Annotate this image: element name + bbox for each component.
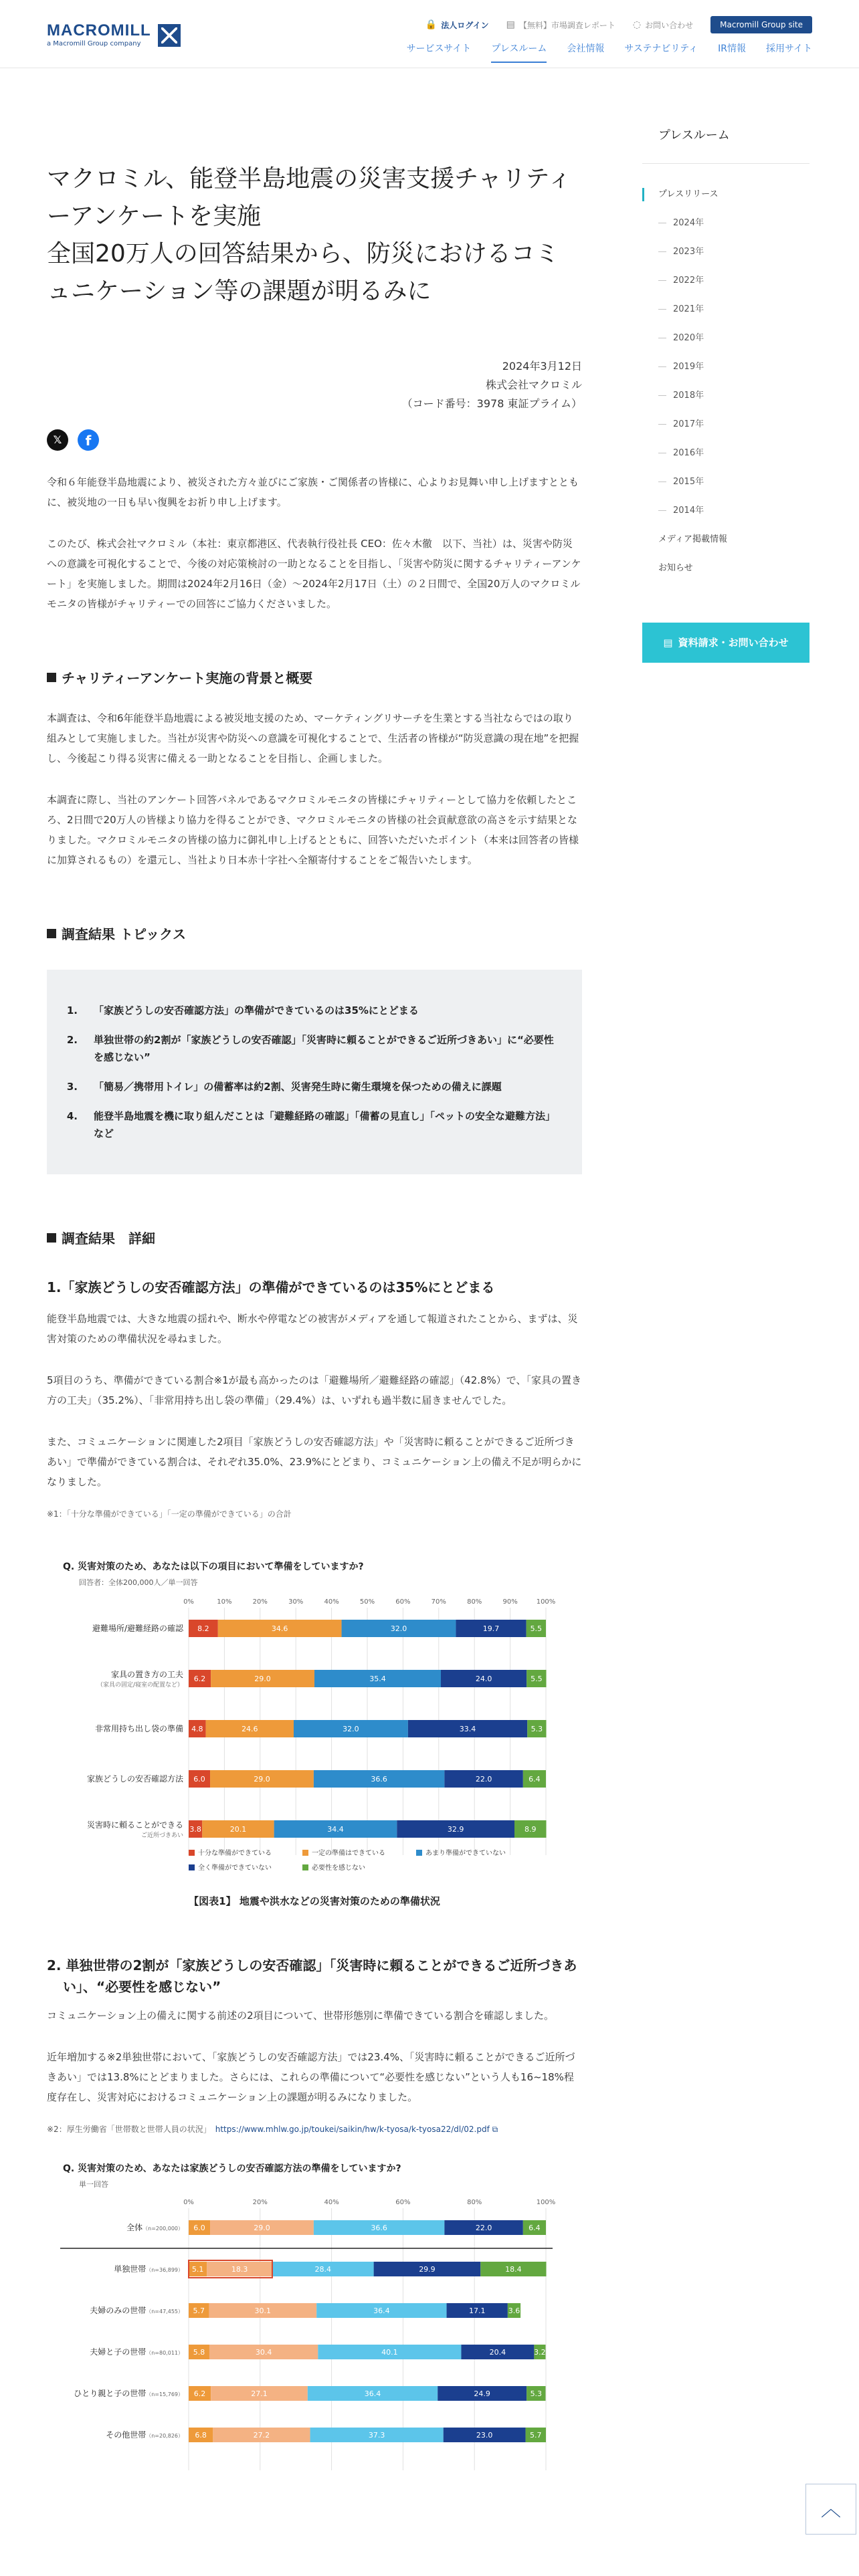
data-label: 3.8 [189, 1825, 201, 1834]
legend-swatch [416, 1850, 422, 1856]
data-label: 40.1 [381, 2348, 398, 2357]
contact-label: お問い合わせ [645, 20, 694, 30]
data-label: 27.1 [251, 2389, 268, 2398]
report-label: 【無料】市場調査レポート [518, 20, 615, 30]
detail-1-paragraph-2: 5項目のうち、準備ができている割合※1が最も高かったのは「避難場所／避難経路の確認」（42.8%）で、「家具の置き方の工夫」（35.2%）、「非常用持ち出し袋の準備」（29.4%）は、いずれも過半数に届きませんでした。 [47, 1374, 582, 1406]
nav-company[interactable]: 会社情報 [567, 43, 605, 54]
share-buttons [47, 429, 582, 451]
data-label: 36.4 [364, 2389, 381, 2398]
section-heading-background [47, 667, 582, 687]
data-label: 6.2 [193, 2389, 206, 2398]
x-share-icon[interactable]: 𝕏 [47, 429, 68, 451]
data-label: 6.4 [529, 2224, 541, 2232]
logo-text: MACROMILL [47, 21, 151, 39]
legend-swatch [302, 1850, 308, 1856]
category-label: 非常用持ち出し袋の準備 [94, 1724, 183, 1733]
topic-item [64, 1078, 555, 1095]
data-label: 6.2 [193, 1675, 206, 1683]
facebook-share-icon[interactable]: f [78, 429, 99, 451]
data-label: 19.7 [482, 1624, 500, 1633]
data-label: 5.3 [531, 1725, 543, 1733]
legend-label: 必要性を感じない [312, 1864, 365, 1872]
global-site-button[interactable]: Macromill Group site [710, 16, 812, 33]
topic-text: 「家族どうしの安否確認方法」の準備ができているのは35%にとどまる [94, 1004, 419, 1016]
contact-link[interactable] [633, 19, 693, 31]
intro-paragraph: 令和６年能登半島地震により、被災された方々並びにご家族・ご関係者の皆様に、心よりお見舞い申し上げますとともに、被災地の一日も早い復興をお祈り申し上げます。 [47, 476, 579, 508]
legend-swatch [302, 1864, 308, 1870]
category-note: （n=15,769） [146, 2391, 183, 2397]
topic-text: 能登半島地震を機に取り組んだことは「避難経路の確認」「備蓄の見直し」「ペットの安全な避難方法」など [94, 1110, 556, 1140]
detail-2-paragraph-2: 近年増加する※2単独世帯において、「家族どうしの安否確認方法」では23.4%、「災害時に頼ることができるご近所づきあい」では13.8%にとどまりました。さらには、これらの準備について“必要性を感じない”という人も16~18%程度存在し、災害対応におけるコミュニケーション上の課題が明るみになりました。 [47, 2051, 575, 2103]
logo[interactable] [47, 23, 181, 47]
topic-text: 「簡易／携帯用トイレ」の備蓄率は約2割、災害発生時に衛生環境を保つための備えに課題 [94, 1081, 502, 1093]
title-line: 2. 単独世帯の2割が「家族どうしの安否確認」「災害時に頼ることができるご近所づきあ [47, 1957, 577, 1973]
data-label: 5.5 [530, 1624, 543, 1633]
detail-1-title: 1.「家族どうしの安否確認方法」の準備ができているのは35%にとどまる [47, 1279, 495, 1295]
data-label: 18.4 [505, 2265, 522, 2274]
data-label: 24.9 [474, 2389, 490, 2398]
detail-2-paragraph: コミュニケーション上の備えに関する前述の2項目について、世帯形態別に準備できている割合を確認しました。 [47, 2010, 555, 2022]
axis-tick-label: 40% [324, 1598, 339, 1606]
data-label: 6.4 [529, 1775, 541, 1784]
sidebar-year-2019[interactable]: 2019年 [642, 352, 809, 381]
sidebar [642, 99, 809, 663]
section-heading-details [47, 1228, 582, 1247]
chart-1 [47, 1560, 582, 1885]
title-line: ーアンケートを実施 [47, 203, 262, 230]
axis-tick-label: 50% [359, 1598, 375, 1606]
sidebar-year-2016[interactable]: 2016年 [642, 439, 809, 467]
sidebar-year-2022[interactable]: 2022年 [642, 266, 809, 295]
data-label: 34.6 [271, 1624, 288, 1633]
legend-label: 一定の準備はできている [312, 1850, 385, 1857]
category-label: 単独世帯（n=36,899） [114, 2264, 183, 2274]
data-label: 29.0 [254, 1675, 271, 1683]
data-label: 29.0 [254, 2224, 270, 2232]
data-label: 35.4 [369, 1675, 386, 1683]
stock-code: （コード番号：3978 東証プライム） [401, 397, 582, 410]
sidebar-year-2014[interactable]: 2014年 [642, 496, 809, 525]
axis-tick-label: 60% [395, 2199, 411, 2206]
topics-box [47, 970, 582, 1174]
category-note: （n=20,826） [146, 2433, 183, 2439]
data-label: 22.0 [475, 2224, 492, 2232]
article [47, 160, 582, 2480]
external-link-icon: ⧉ [492, 2125, 498, 2134]
legend-label: 十分な準備ができている [198, 1850, 272, 1857]
data-label: 23.0 [476, 2431, 493, 2440]
data-label: 30.1 [254, 2306, 272, 2315]
document-icon: ▤ [663, 637, 673, 649]
nav-pressroom[interactable]: プレスルーム [491, 41, 547, 63]
topic-item [64, 1107, 555, 1142]
data-label: 5.7 [193, 2306, 205, 2315]
category-note: ご近所づきあい [140, 1832, 183, 1839]
category-label: 夫婦と子の世帯（n=80,011） [90, 2347, 183, 2357]
section-heading-text: チャリティーアンケート実施の背景と概要 [62, 670, 313, 686]
data-label: 3.6 [508, 2306, 520, 2315]
category-note: （n=200,000） [142, 2226, 183, 2232]
footnote-2 [47, 2123, 582, 2135]
data-label: 27.2 [253, 2431, 270, 2440]
data-label: 6.8 [195, 2431, 207, 2440]
lock-icon: 🔒 [425, 19, 438, 30]
chart-1-note: 回答者：全体200,000人／単一回答 [79, 1578, 198, 1587]
page-title [47, 160, 582, 310]
intro-paragraph-2: このたび、株式会社マクロミル（本社：東京都港区、代表執行役社長 CEO：佐々木徹 以下、当社）は、災害や防災への意識を可視化することで、今後の対応策検討の一助となることを目指し、「災害や防災に関するチャリティーアンケート」を実施しました。期間は2024年2月16日（金）～2024年2月17日（土）の２日間で、全国20万人のマクロミルモニタの皆様がチャリティーでの回答にご協力くださいました。 [47, 538, 581, 610]
data-label: 5.3 [530, 2389, 543, 2398]
topic-number: 2. [66, 1034, 78, 1046]
data-label: 37.3 [368, 2431, 385, 2440]
data-label: 36.6 [371, 2224, 387, 2232]
sidebar-item-media[interactable]: メディア掲載情報 [658, 534, 727, 544]
data-label: 5.7 [530, 2431, 542, 2440]
data-label: 36.6 [371, 1775, 387, 1784]
square-bullet-icon [47, 929, 56, 938]
report-link[interactable] [506, 19, 615, 31]
data-label: 32.0 [343, 1725, 359, 1733]
section-heading-text: 調査結果 トピックス [62, 926, 186, 942]
nav-sustainability[interactable]: サステナビリティ [624, 43, 698, 54]
category-label: 全体（n=200,000） [126, 2223, 183, 2232]
axis-tick-label: 90% [502, 1598, 518, 1606]
nav-ir[interactable]: IR情報 [718, 43, 746, 54]
category-note: （n=80,011） [146, 2350, 183, 2356]
axis-tick-label: 0% [183, 2199, 194, 2206]
axis-tick-label: 60% [395, 1598, 411, 1606]
sidebar-year-2023[interactable]: 2023年 [642, 237, 809, 266]
topic-item [64, 1002, 555, 1019]
contact-cta-button[interactable] [642, 623, 809, 663]
title-line: ュニケーション等の課題が明るみに [47, 278, 432, 305]
nav-service[interactable]: サービスサイト [406, 43, 472, 54]
site-header [0, 0, 859, 68]
release-date: 2024年3月12日 [502, 360, 582, 372]
category-label: 家族どうしの安否確認方法 [86, 1774, 183, 1784]
category-label: ひとり親と子の世帯（n=15,769） [74, 2389, 183, 2398]
release-meta [47, 357, 582, 413]
category-label: その他世帯（n=20,826） [106, 2430, 183, 2440]
axis-tick-label: 100% [536, 2199, 556, 2206]
axis-tick-label: 0% [183, 1598, 194, 1606]
legend-swatch [189, 1864, 195, 1870]
axis-tick-label: 40% [324, 2199, 339, 2206]
data-label: 20.1 [229, 1825, 247, 1834]
detail-2-title [47, 1955, 582, 1998]
sidebar-list [642, 164, 809, 582]
footnote-text: ※2：厚生労働省「世帯数と世帯人員の状況」 [47, 2125, 207, 2134]
data-label: 24.0 [475, 1675, 492, 1683]
data-label: 3.2 [534, 2348, 546, 2357]
data-label: 28.4 [314, 2265, 332, 2274]
mhlw-link[interactable]: https://www.mhlw.go.jp/toukei/saikin/hw/k-tyosa/k-tyosa22/dl/02.pdf [215, 2125, 490, 2134]
sidebar-title: プレスルーム [642, 99, 809, 164]
utility-nav [425, 16, 812, 33]
data-label: 18.3 [231, 2265, 248, 2274]
data-label: 20.4 [489, 2348, 506, 2357]
logo-mark-icon [158, 24, 181, 47]
detail-1-paragraph-3: また、コミュニケーションに関連した2項目「家族どうしの安否確認方法」や「災害時に頼ることができるご近所づきあい」で準備ができている割合は、それぞれ35.0%、23.9%にとどまり、コミュニケーション上の備え不足が明らかになりました。 [47, 1436, 582, 1488]
chevron-up-icon: ︿ [821, 2498, 841, 2521]
chart-2 [47, 2161, 582, 2480]
data-label: 8.2 [197, 1624, 209, 1633]
data-label: 8.9 [524, 1825, 537, 1834]
data-label: 4.8 [191, 1725, 203, 1733]
background-paragraph: 本調査は、令和6年能登半島地震による被災地支援のため、マーケティングリサーチを生業とする当社ならではの取り組みとして実施しました。当社が災害や防災への意識を可視化することで、生活者の皆様が“防災意識の現在地”を把握し、今後起こり得る災害に備える一助となることを目指し、企画しました。 [47, 712, 579, 764]
legend-label: 全く準備ができていない [198, 1864, 272, 1872]
category-note: （n=47,455） [146, 2309, 183, 2315]
data-label: 5.1 [191, 2265, 204, 2274]
book-icon: ▤ [506, 19, 515, 30]
category-label: 夫婦のみの世帯（n=47,455） [90, 2306, 183, 2315]
nav-recruit[interactable]: 採用サイト [765, 43, 812, 54]
page-top-button[interactable] [805, 2484, 856, 2535]
sidebar-year-2017[interactable]: 2017年 [642, 410, 809, 439]
axis-tick-label: 100% [536, 1598, 556, 1606]
sidebar-item-press-release[interactable]: プレスリリース [642, 180, 809, 209]
data-label: 5.5 [531, 1675, 543, 1683]
sidebar-year-2020[interactable]: 2020年 [642, 324, 809, 352]
sidebar-item-news[interactable]: お知らせ [658, 563, 693, 573]
axis-tick-label: 80% [467, 2199, 482, 2206]
section-heading-text: 調査結果 詳細 [62, 1230, 155, 1247]
square-bullet-icon [47, 673, 56, 682]
cta-label: 資料請求・お問い合わせ [678, 637, 789, 649]
topic-item [64, 1031, 555, 1066]
title-line: い」、“必要性を感じない” [63, 1979, 221, 1995]
sidebar-year-2024[interactable]: 2024年 [642, 209, 809, 237]
square-bullet-icon [47, 1233, 56, 1243]
category-note: （n=36,899） [146, 2267, 183, 2273]
chart-2-question: Q. 災害対策のため、あなたは家族どうしの安否確認方法の準備をしていますか? [63, 2163, 401, 2174]
data-label: 34.4 [327, 1825, 344, 1834]
data-label: 33.4 [459, 1725, 476, 1733]
footnote-1: ※1：「十分な準備ができている」「一定の準備ができている」の合計 [47, 1509, 292, 1519]
data-label: 29.0 [254, 1775, 270, 1784]
data-label: 29.9 [419, 2265, 436, 2274]
axis-tick-label: 20% [252, 2199, 268, 2206]
chart-1-svg [47, 1588, 582, 1882]
login-link[interactable] [425, 19, 489, 31]
axis-tick-label: 10% [217, 1598, 232, 1606]
category-label: 家具の置き方の工夫 [110, 1670, 183, 1679]
section-heading-topics [47, 924, 582, 943]
title-line: マクロミル、能登半島地震の災害支援チャリティ [47, 165, 572, 193]
detail-1-paragraph: 能登半島地震では、大きな地震の揺れや、断水や停電などの被害がメディアを通して報道されたことから、まずは、災害対策のための準備状況を尋ねました。 [47, 1313, 578, 1345]
title-line: 全国20万人の回答結果から、防災におけるコミ [47, 240, 559, 267]
login-label: 法人ログイン [441, 20, 489, 30]
legend-label: あまり準備ができていない [425, 1850, 506, 1857]
axis-tick-label: 30% [288, 1598, 304, 1606]
data-label: 24.6 [242, 1725, 258, 1733]
chart-2-note: 単一回答 [79, 2180, 108, 2189]
logo-sub: a Macromill Group company [47, 40, 141, 47]
data-label: 30.4 [255, 2348, 272, 2357]
global-nav [407, 41, 812, 63]
axis-tick-label: 20% [252, 1598, 268, 1606]
background-paragraph-2: 本調査に際し、当社のアンケート回答パネルであるマクロミルモニタの皆様にチャリティーとして協力を依頼したところ、2日間で20万人の皆様より協力を得ることができ、マクロミルモニタの皆様の社会貢献意欲の高さを示す結果となりました。マクロミルモニタの皆様の協力に御礼申し上げるとともに、回答いただいたポイント（本来は回答者の皆様に加算されるもの）を還元し、当社より日本赤十字社へ全額寄付することをご報告いたします。 [47, 794, 579, 866]
data-label: 6.0 [193, 2224, 205, 2232]
category-note: （家具の固定/寝室の配置など） [96, 1682, 183, 1689]
chart-2-svg [47, 2189, 582, 2477]
sidebar-year-2021[interactable]: 2021年 [642, 295, 809, 324]
chat-icon: ◌ [632, 19, 642, 30]
category-label: 災害時に頼ることができる [86, 1820, 183, 1830]
sidebar-year-2018[interactable]: 2018年 [642, 381, 809, 410]
topic-text: 単独世帯の約2割が「家族どうしの安否確認」「災害時に頼ることができるご近所づきあい」に“必要性を感じない” [94, 1034, 554, 1063]
data-label: 32.9 [447, 1825, 464, 1834]
topic-number: 1. [66, 1004, 78, 1016]
topic-number: 3. [66, 1081, 78, 1093]
chart-1-question: Q. 災害対策のため、あなたは以下の項目において準備をしていますか? [63, 1562, 364, 1572]
axis-tick-label: 70% [431, 1598, 446, 1606]
data-label: 17.1 [468, 2306, 486, 2315]
category-label: 避難場所/避難経路の確認 [92, 1624, 183, 1633]
axis-tick-label: 80% [467, 1598, 482, 1606]
data-label: 36.4 [373, 2306, 390, 2315]
data-label: 32.0 [390, 1624, 407, 1633]
legend-swatch [189, 1850, 195, 1856]
release-company: 株式会社マクロミル [485, 379, 582, 391]
data-label: 6.0 [193, 1775, 205, 1784]
data-label: 22.0 [475, 1775, 492, 1784]
topic-number: 4. [66, 1110, 78, 1122]
data-label: 5.8 [193, 2348, 205, 2357]
sidebar-year-2015[interactable]: 2015年 [642, 467, 809, 496]
chart-1-caption: 【図表1】 地震や洪水などの災害対策のための準備状況 [189, 1895, 440, 1907]
